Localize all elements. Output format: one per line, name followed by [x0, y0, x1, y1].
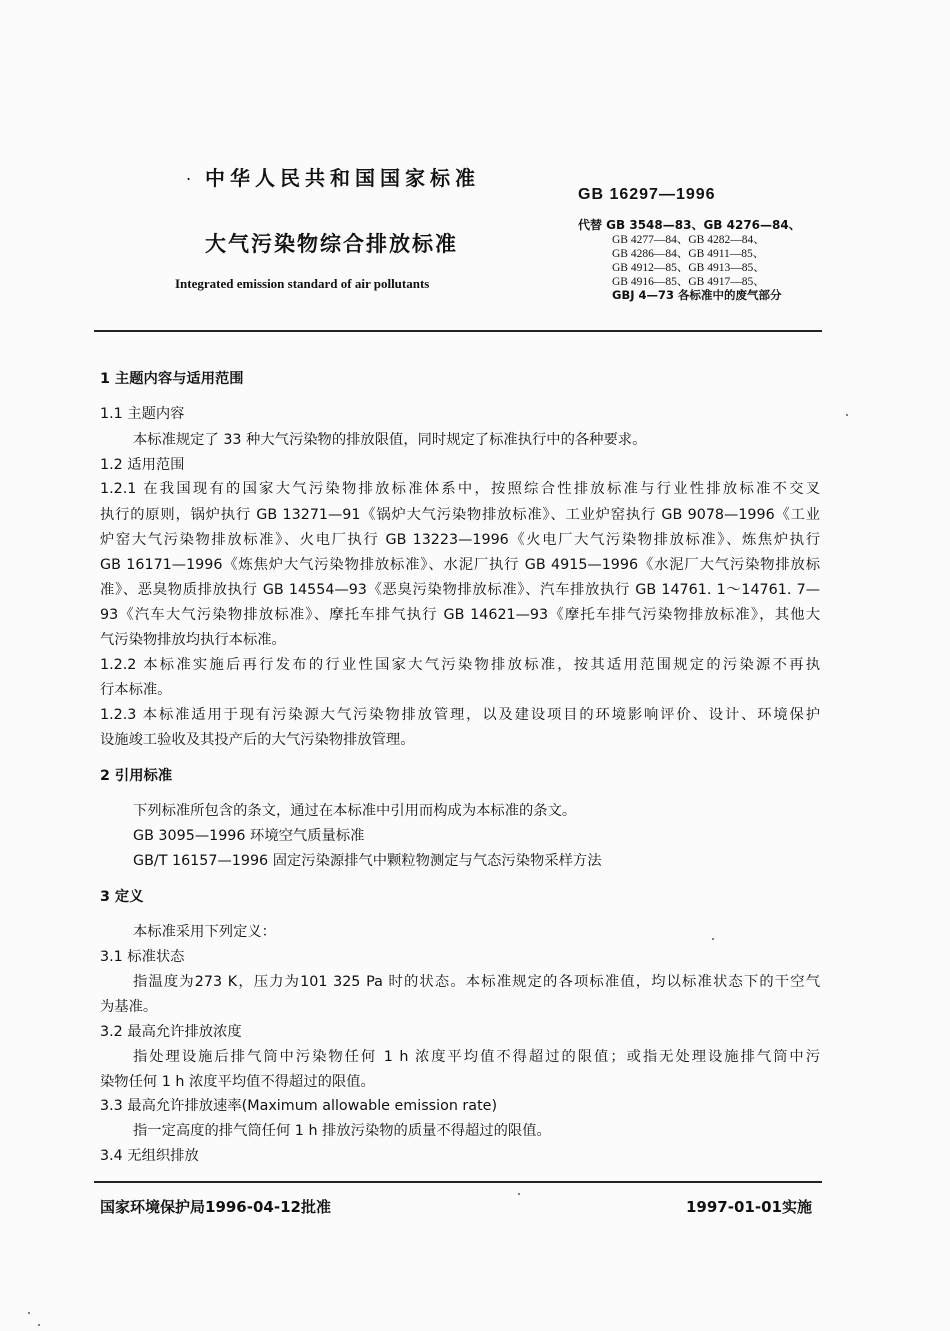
standard-code: GB 16297—1996: [578, 186, 716, 203]
national-standard-heading: 中华人民共和国国家标准: [205, 166, 480, 190]
paragraph-line: 炉窑大气污染物排放标准》、火电厂执行 GB 13223—1996《火电厂大气污染物排放标准》、炼焦炉执行: [100, 532, 820, 548]
scan-speck: [38, 1324, 40, 1326]
paragraph-line: 执行的原则，锅炉执行 GB 13271—91《锅炉大气污染物排放标准》、工业炉窑执行 GB 9078—1996《工业: [100, 507, 820, 523]
reference-item: GB/T 16157—1996 固定污染源排气中颗粒物测定与气态污染物采样方法: [133, 853, 602, 869]
paragraph-line: GB 16171—1996《炼焦炉大气污染物排放标准》、水泥厂执行 GB 4915—1996《水泥厂大气污染物排放标: [100, 557, 820, 573]
section-heading: 2 引用标准: [100, 768, 173, 784]
replaces-line: GB 4286—84、GB 4911—85、: [612, 248, 765, 260]
paragraph-line: 本标准采用下列定义：: [133, 924, 276, 940]
replaces-line: GBJ 4—73 各标准中的废气部分: [612, 288, 782, 302]
subsection-heading: 1.1 主题内容: [100, 406, 185, 422]
paragraph-line: 指温度为273 K，压力为101 325 Pa 时的状态。本标准规定的各项标准值，均以标准状态下的干空气: [133, 974, 820, 990]
scan-speck: [846, 414, 848, 416]
subsection-heading: 3.1 标准状态: [100, 949, 185, 965]
paragraph-line: 染物任何 1 h 浓度平均值不得超过的限值。: [100, 1074, 375, 1090]
paragraph-line: 气污染物排放均执行本标准。: [100, 632, 286, 648]
subsection-heading: 3.2 最高允许排放浓度: [100, 1024, 242, 1040]
paragraph-line: 1.2.1 在我国现有的国家大气污染物排放标准体系中，按照综合性排放标准与行业性排放标准不交叉: [100, 481, 820, 497]
replaces-line: GB 4916—85、GB 4917—85、: [612, 276, 765, 288]
scan-speck: [712, 938, 714, 940]
section-heading: 3 定义: [100, 889, 144, 905]
replaces-label: 代替 GB 3548—83、GB 4276—84、: [578, 218, 801, 232]
scan-speck: [518, 1193, 520, 1195]
document-title-en: Integrated emission standard of air pollutants: [175, 276, 430, 291]
paragraph-line: 1.2.3 本标准适用于现有污染源大气污染物排放管理，以及建设项目的环境影响评价、设计、环境保护: [100, 707, 820, 723]
subsection-heading: 3.4 无组织排放: [100, 1148, 199, 1164]
paragraph-line: 本标准规定了 33 种大气污染物的排放限值，同时规定了标准执行中的各种要求。: [133, 432, 647, 448]
paragraph-line: 1.2.2 本标准实施后再行发布的行业性国家大气污染物排放标准，按其适用范围规定的污染源不再执: [100, 657, 820, 673]
paragraph-line: 指处理设施后排气筒中污染物任何 1 h 浓度平均值不得超过的限值；或指无处理设施排气筒中污: [133, 1049, 820, 1065]
paragraph-line: 为基准。: [100, 999, 158, 1015]
paragraph-line: 设施竣工验收及其投产后的大气污染物排放管理。: [100, 732, 415, 748]
scan-speck: .: [186, 165, 192, 184]
paragraph-line: 行本标准。: [100, 682, 172, 698]
approval-date: 国家环境保护局1996-04-12批准: [100, 1198, 331, 1216]
subsection-heading: 3.3 最高允许排放速率(Maximum allowable emission rate): [100, 1098, 498, 1114]
scan-speck: [28, 1312, 30, 1314]
reference-item: GB 3095—1996 环境空气质量标准: [133, 828, 365, 844]
replaces-line: GB 4277—84、GB 4282—84、: [612, 234, 765, 246]
header-divider: [94, 330, 822, 332]
effective-date: 1997-01-01实施: [686, 1198, 812, 1216]
section-heading: 1 主题内容与适用范围: [100, 371, 244, 387]
subsection-heading: 1.2 适用范围: [100, 457, 185, 473]
paragraph-line: 指一定高度的排气筒任何 1 h 排放污染物的质量不得超过的限值。: [133, 1123, 551, 1139]
replaces-line: GB 4912—85、GB 4913—85、: [612, 262, 765, 274]
paragraph-line: 93《汽车大气污染物排放标准》、摩托车排气执行 GB 14621—93《摩托车排气污染物排放标准》，其他大: [100, 607, 820, 623]
paragraph-line: 准》、恶臭物质排放执行 GB 14554—93《恶臭污染物排放标准》、汽车排放执行 GB 14761. 1～14761. 7—: [100, 582, 820, 598]
paragraph-line: 下列标准所包含的条文，通过在本标准中引用而构成为本标准的条文。: [133, 803, 577, 819]
document-title-cn: 大气污染物综合排放标准: [205, 232, 458, 256]
footer-divider: [94, 1181, 822, 1183]
